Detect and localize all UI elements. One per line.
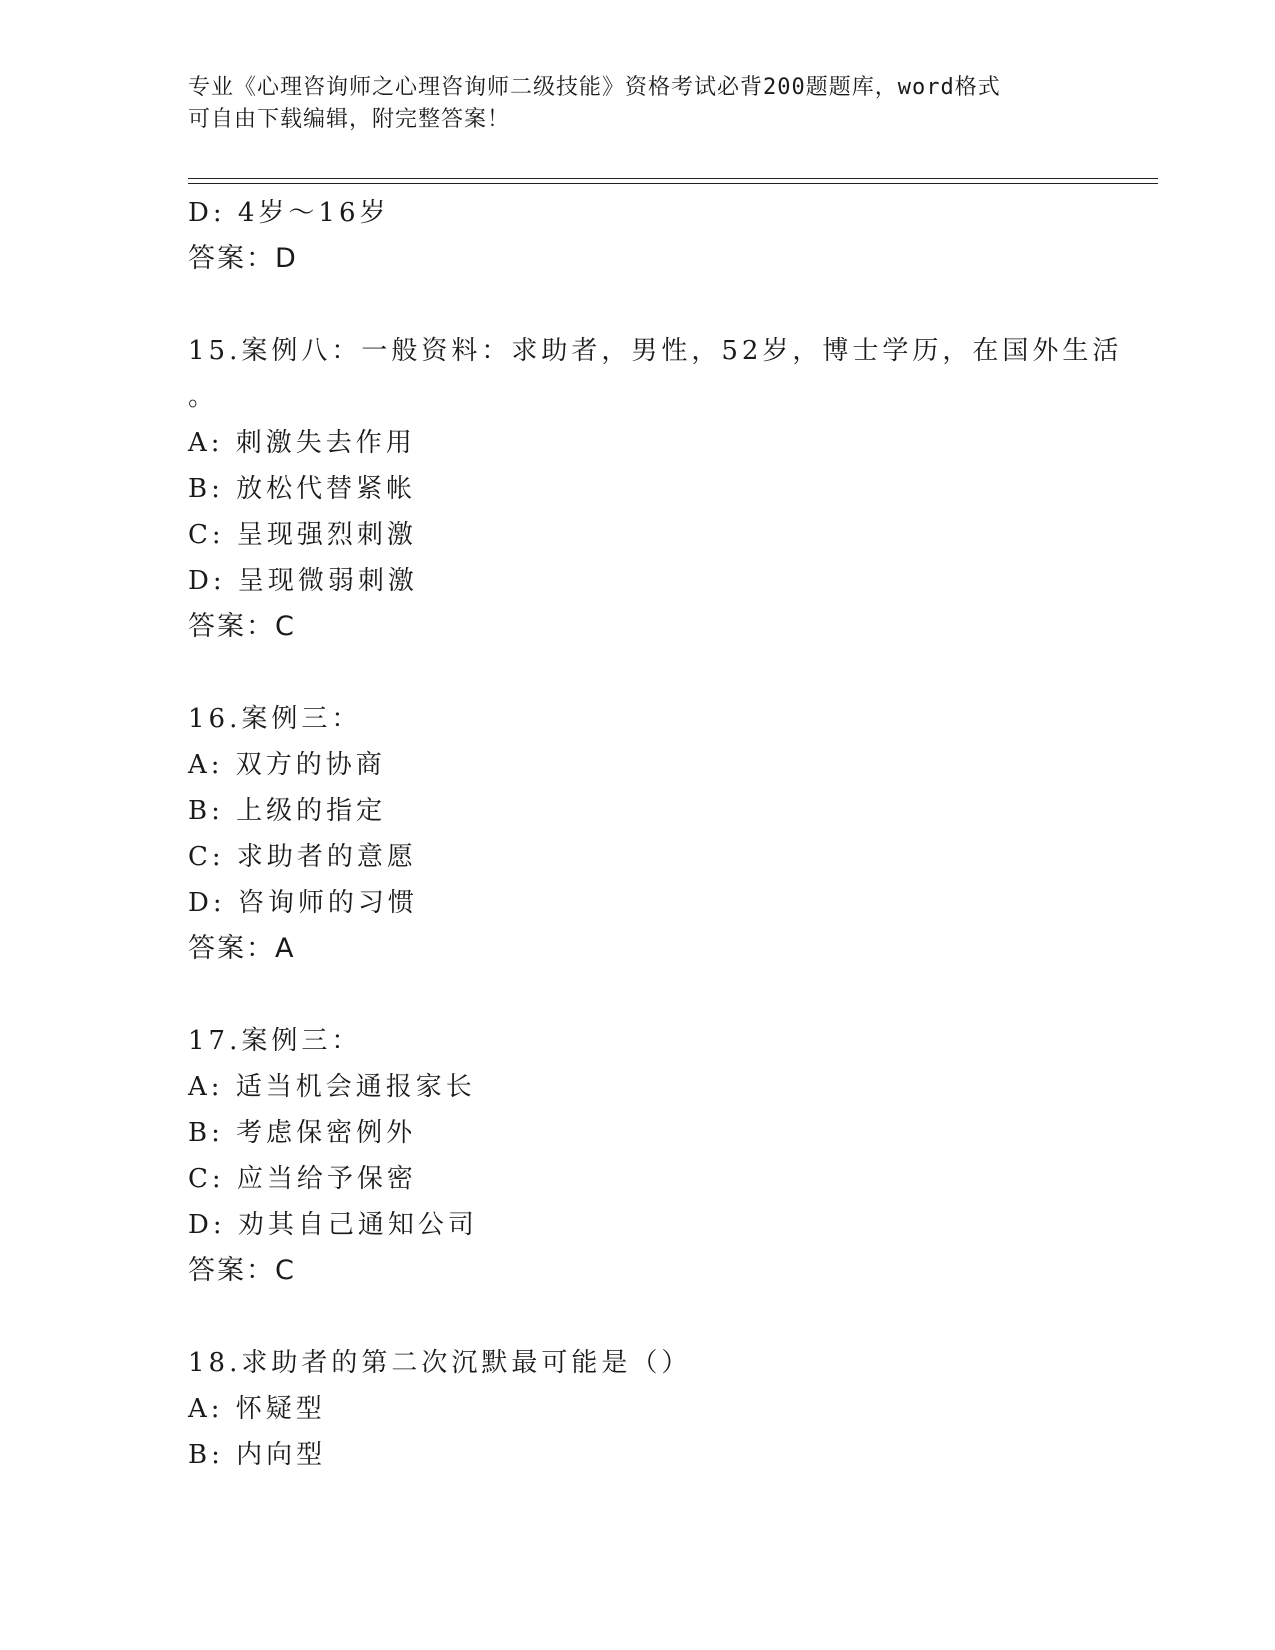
question-list xyxy=(188,190,1128,1478)
document-header xyxy=(188,72,1088,136)
question-16 xyxy=(188,696,1128,972)
header-divider-top xyxy=(188,178,1158,179)
option-b: B: 上级的指定 xyxy=(188,796,387,826)
question-18 xyxy=(188,1340,1128,1478)
option-c: C: 应当给予保密 xyxy=(188,1164,417,1194)
option-c: C: 呈现强烈刺激 xyxy=(188,520,417,550)
answer: 答案：C xyxy=(188,1255,296,1286)
answer: 答案：C xyxy=(188,611,296,642)
question-17 xyxy=(188,1018,1128,1294)
option-b: B: 考虑保密例外 xyxy=(188,1118,417,1148)
option-c: C: 求助者的意愿 xyxy=(188,842,417,872)
option-a: A: 怀疑型 xyxy=(188,1394,326,1424)
question-stem: 17.案例三： xyxy=(188,1026,362,1056)
question-15 xyxy=(188,328,1128,650)
header-line-1: 专业《心理咨询师之心理咨询师二级技能》资格考试必背200题题库，word格式 xyxy=(188,75,1001,100)
spacer xyxy=(188,1294,1128,1340)
spacer xyxy=(188,650,1128,696)
answer: 答案：D xyxy=(188,243,298,274)
option-b: B: 内向型 xyxy=(188,1440,327,1470)
question-stem-continuation: 。 xyxy=(188,382,219,412)
question-stem: 15.案例八：一般资料：求助者，男性，52岁，博士学历，在国外生活 xyxy=(188,336,1123,366)
spacer xyxy=(188,972,1128,1018)
answer: 答案：A xyxy=(188,933,296,964)
option-d: D: 劝其自己通知公司 xyxy=(188,1210,478,1240)
question-stem: 18.求助者的第二次沉默最可能是（） xyxy=(188,1348,692,1378)
option-a: A: 双方的协商 xyxy=(188,750,386,780)
option-d: D: 4岁～16岁 xyxy=(188,198,390,228)
header-divider-bottom xyxy=(188,183,1158,184)
header-line-2: 可自由下载编辑，附完整答案！ xyxy=(188,107,511,132)
question-stem: 16.案例三： xyxy=(188,704,362,734)
option-a: A: 适当机会通报家长 xyxy=(188,1072,476,1102)
option-d: D: 呈现微弱刺激 xyxy=(188,566,418,596)
option-b: B: 放松代替紧帐 xyxy=(188,474,417,504)
spacer xyxy=(188,282,1128,328)
option-d: D: 咨询师的习惯 xyxy=(188,888,418,918)
option-a: A: 刺激失去作用 xyxy=(188,428,416,458)
